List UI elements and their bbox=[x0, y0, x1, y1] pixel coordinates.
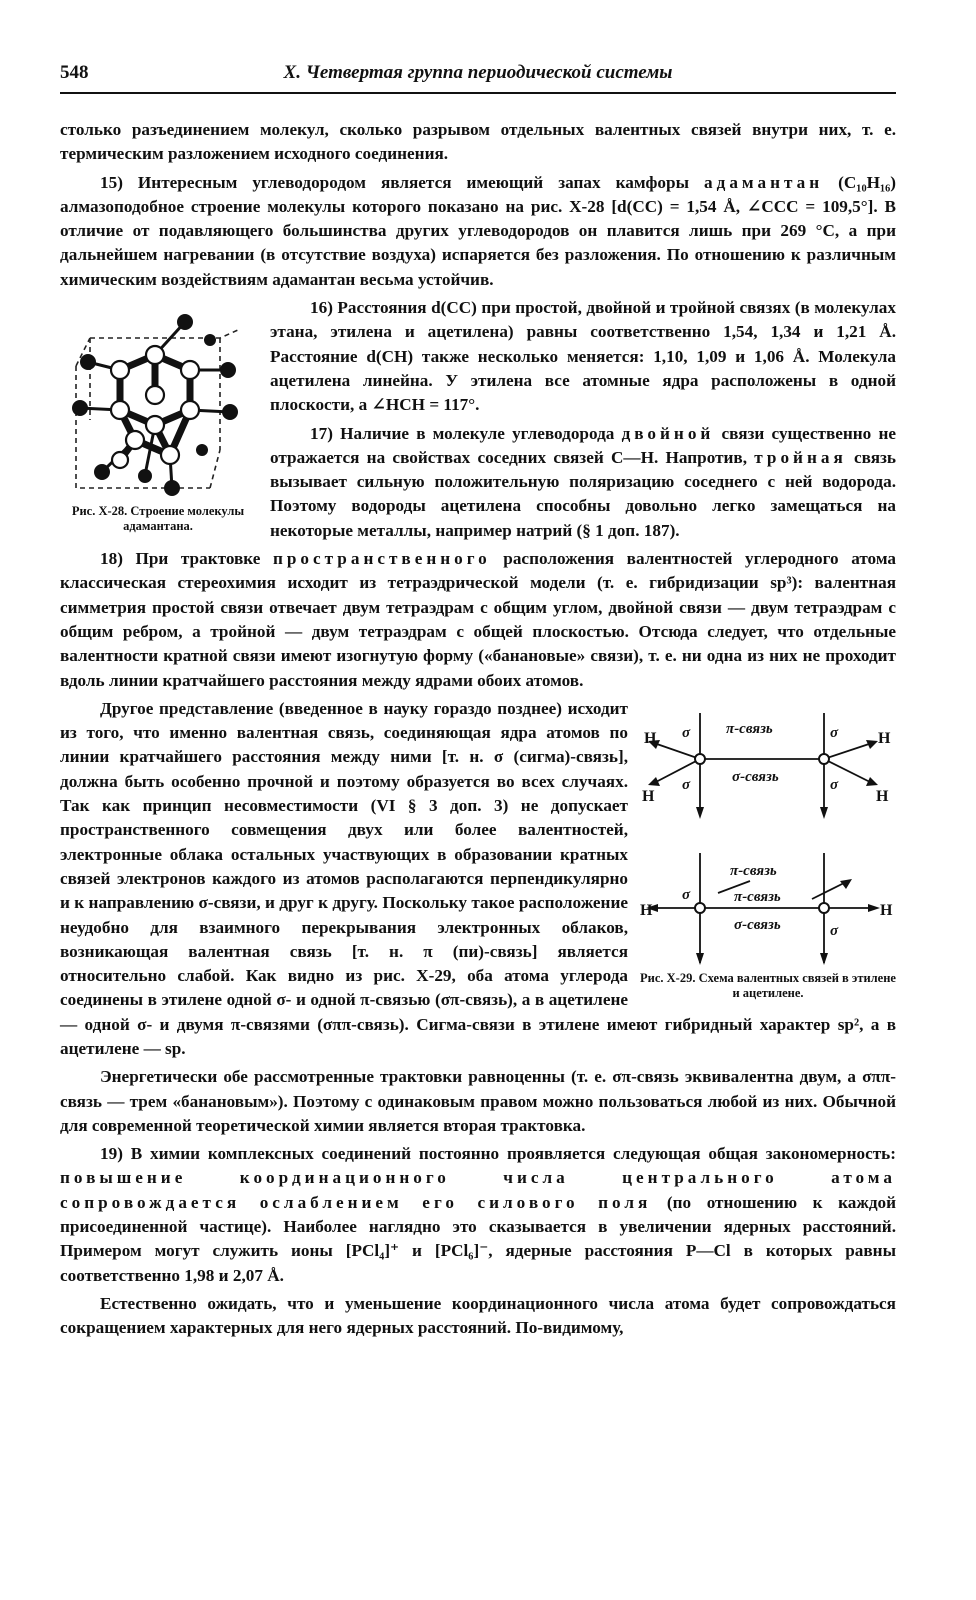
paragraph-19 bbox=[60, 1142, 896, 1288]
sigma-bond-label-2: σ-связь bbox=[734, 916, 781, 933]
paragraph-18 bbox=[60, 547, 896, 693]
sigma-label-3: σ bbox=[682, 776, 691, 793]
adamantane-structure bbox=[60, 300, 256, 500]
p15-text-b: (C₁₀H₁₆) алмазоподобное строение молекулы которого показано на рис. X-28 [d(CC) = 1,54 Å, ∠CCC = 109,5°]. В отличие от подавляющего большинства других углеводородов он плавится лишь при 269 °С, а при дальнейшем нагревании (в отсутствие воздуха) испаряется без разложения. По отношению к различным химическим воздействиям адамантан весьма устойчив. bbox=[60, 172, 897, 289]
p18-text-a: 18) При трактовке bbox=[100, 549, 261, 569]
sigma-label-1: σ bbox=[682, 724, 691, 741]
sigma-bond-label-1: σ-связь bbox=[732, 768, 779, 785]
paragraph-intro: столько разъединением молекул, сколько разрывом отдельных валентных связей внутри них, т. е. термическим разложением исходного соединения. bbox=[60, 120, 896, 164]
p17-spaced-triple: тройная bbox=[754, 447, 847, 467]
bond-scheme bbox=[640, 703, 896, 967]
figure-x28 bbox=[60, 300, 256, 534]
paragraph-energy: Энергетически обе рассмотренные трактовки равноценны (т. е. σπ-связь эквивалентна двум, а σππ-связь — трем «банановым»). Поэтому с одинаковым правом можно пользоваться любой из них. Обычной для современной теоретической химии является вторая трактовка. bbox=[60, 1067, 896, 1135]
p19-spaced-rule: повышение координационного числа центрального атома сопровождается ослаблением его силового поля bbox=[60, 1168, 896, 1212]
running-header bbox=[60, 62, 896, 94]
p17-spaced-double: двойной bbox=[621, 423, 715, 443]
figure-x29-caption: Рис. X-29. Схема валентных связей в этилене и ацетилене. bbox=[640, 970, 896, 1000]
p18-text-b: расположения валентностей углеродного атома классическая стереохимия исходит из тетраэдрической модели (т. е. гибридизации sp³): валентная симметрия простой связи отвечает двум тетраэдрам с общим углом, двойной связи — двум тетраэдрам с общим ребром, а тройной — двум тетраэдрам с общей плоскостью. Отсюда следует, что отдельные валентности кратной связи имеют изогнутую форму («банановые» связи), т. е. ни одна из них не проходит вдоль линии кратчайшего расстояния между ядрами обоих атомов. bbox=[60, 549, 897, 690]
paragraph-16: 16) Расстояния d(CC) при простой, двойной и тройной связях (в молекулах этана, этилена и ацетилена) равны соответственно 1,54, 1,34 и 1,21 Å. Расстояние d(CH) также несколько меняется: 1,10, 1,09 и 1,06 Å. Молекула ацетилена линейна. У этилена все атомные ядра расположены в одной плоскости, а ∠HCH = 117°. bbox=[270, 298, 896, 415]
pi-bond-label-2: π-связь bbox=[730, 862, 777, 879]
h-label-1: H bbox=[644, 729, 657, 747]
main-text bbox=[60, 118, 896, 1345]
p15-text-a: 15) Интересным углеводородом является имеющий запах камфоры bbox=[100, 172, 690, 192]
figure-x29 bbox=[640, 703, 896, 1001]
paragraph-15 bbox=[60, 171, 896, 292]
p17-text-c: связь вызывает сильную положительную поляризацию соседнего с ней водорода. Поэтому водороды ацетилена способны довольно легко замещаться на некоторые металлы, например натрий (§ 1 доп. 187). bbox=[270, 447, 896, 540]
sigma-label-6: σ bbox=[830, 922, 839, 939]
p19-text-b: (по отношению к каждой присоединенной частице). Наиболее наглядно это сказывается в увеличении ядерных расстояний. Примером могут служить ионы [PCl₄]⁺ и [PCl₆]⁻, ядерные расстояния P—Cl в которых равны соответственно 1,98 и 2,07 Å. bbox=[60, 1192, 897, 1285]
p15-spaced-term: адамантан bbox=[704, 172, 824, 192]
page-number: 548 bbox=[60, 62, 89, 83]
chapter-title: X. Четвертая группа периодической системы bbox=[283, 62, 673, 83]
pi-bond-label-1: π-связь bbox=[726, 720, 773, 737]
sigma-label-5: σ bbox=[682, 886, 691, 903]
paragraph-other-view: Другое представление (введенное в науку гораздо позднее) исходит из того, что именно валентная связь, соединяющая ядра атомов по линии кратчайшего расстояния между ними [т. н. σ (сигма)-связь], должна быть особенно прочной и поэтому образуется во всех случаях. Так как принцип несовместимости (VI § 3 доп. 3) не допускает пространственного совмещения двух или более валентностей, электронные облака остальных участвующих в образовании кратных связей электронов каждого из атомов располагаются перпендикулярно и к направлению σ-связи, и друг к другу. Поскольку такое расположение неудобно для взаимного перекрывания электронных облаков, возникающая валентная связь [т. н. π (пи)-связь] является относительно слабой. Как видно из рис. X-29, оба атома углерода соединены в этилене одной σ- и одной π-связью (σπ-связь), а в ацетилене — одной σ- и двумя π-связями (σππ-связь). Сигма-связи в этилене имеют гибридный характер sp², а в ацетилене — sp. bbox=[60, 698, 896, 1058]
h-label-6: H bbox=[880, 901, 893, 919]
sigma-label-2: σ bbox=[830, 724, 839, 741]
h-label-4: H bbox=[876, 787, 889, 805]
sigma-label-4: σ bbox=[830, 776, 839, 793]
figure-x28-caption: Рис. X-28. Строение молекулы адамантана. bbox=[71, 504, 245, 534]
pi-bond-label-3: π-связь bbox=[734, 888, 781, 905]
h-label-2: H bbox=[878, 729, 891, 747]
p17-text-b: связи существенно не отражается на свойствах соседних связей C—H. Напротив, bbox=[270, 423, 896, 467]
paragraph-last: Естественно ожидать, что и уменьшение координационного числа атома будет сопровождаться сокращением характерных для него ядерных расстояний. По-видимому, bbox=[60, 1293, 896, 1338]
h-label-5: H bbox=[640, 901, 653, 919]
p17-text-a: 17) Наличие в молекуле углеводорода bbox=[310, 423, 615, 443]
h-label-3: H bbox=[642, 787, 655, 805]
p18-spaced-term: пространственного bbox=[272, 549, 491, 569]
p19-text-a: 19) В химии комплексных соединений постоянно проявляется следующая общая закономерность: bbox=[100, 1144, 896, 1164]
